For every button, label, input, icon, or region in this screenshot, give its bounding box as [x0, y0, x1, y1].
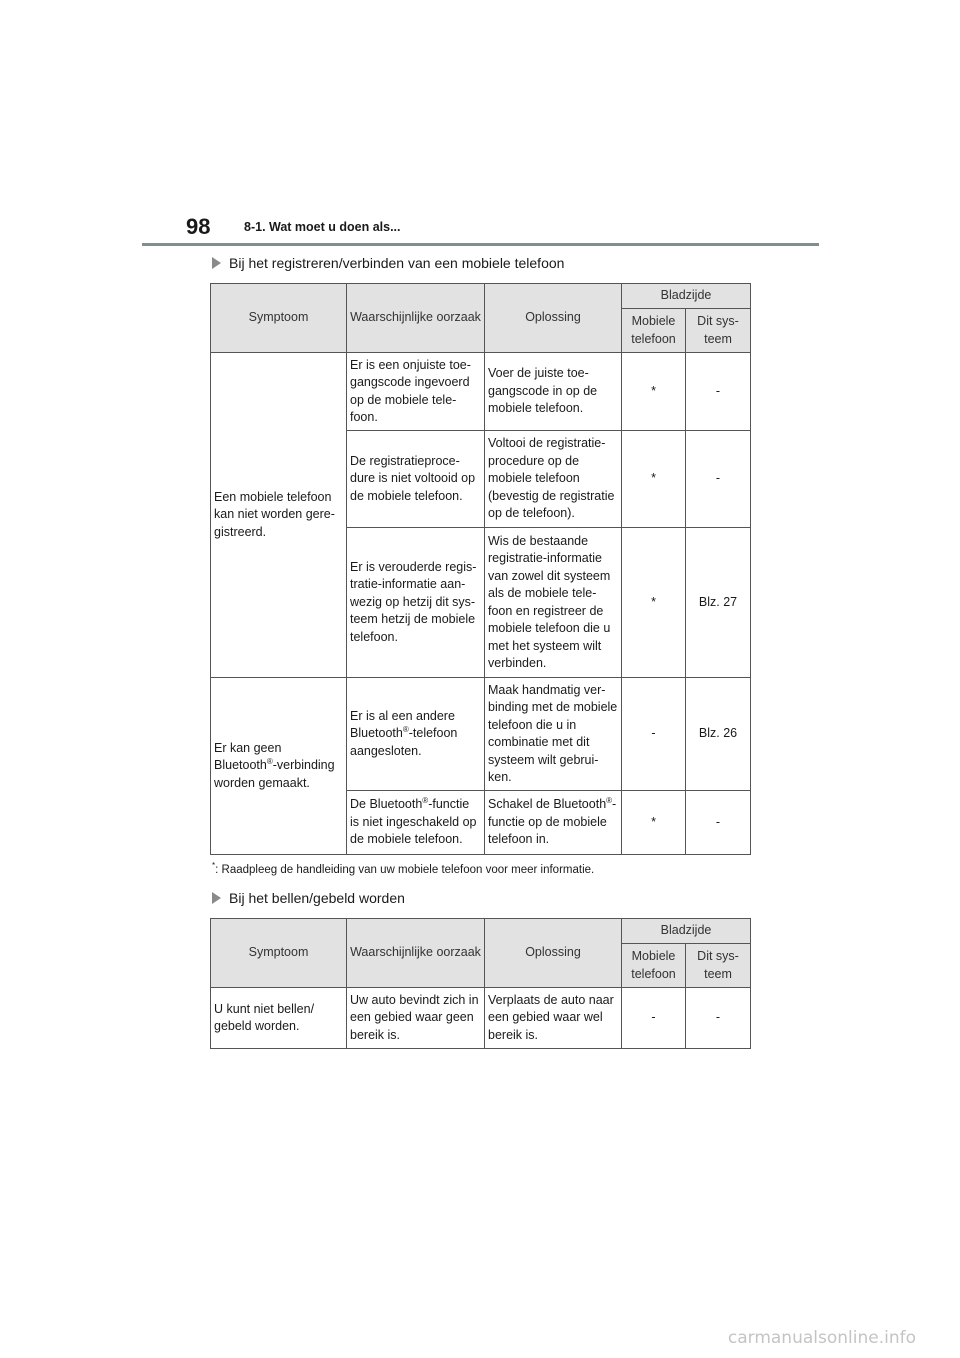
solution-cell: Verplaats de auto naar een gebied waar wel bereik is. — [485, 988, 622, 1049]
mobile-page-cell: * — [622, 353, 686, 431]
header-page: Bladzijde — [622, 284, 751, 309]
triangle-bullet-icon — [212, 892, 221, 904]
solution-cell: Schakel de Bluetooth®-functie op de mobiele telefoon in. — [485, 791, 622, 855]
header-solution: Oplossing — [485, 284, 622, 353]
header-mobile: Mobiele telefoon — [622, 309, 686, 353]
footnote — [212, 861, 595, 876]
system-page-cell: Blz. 26 — [686, 678, 751, 791]
section-title-registration — [212, 255, 564, 271]
mobile-page-cell: * — [622, 791, 686, 855]
header-symptom: Symptoom — [211, 284, 347, 353]
solution-cell: Voltooi de registratie-procedure op de mobiele telefoon (bevestig de registratie op de telefoon). — [485, 431, 622, 528]
chapter-title: 8-1. Wat moet u doen als... — [244, 220, 401, 234]
system-page-cell: - — [686, 988, 751, 1049]
header-system: Dit sys-teem — [686, 944, 751, 988]
cause-cell: Er is al een andere Bluetooth®-telefoon aangesloten. — [347, 678, 485, 791]
watermark: carmanualsonline.info — [727, 1328, 916, 1348]
section-title-text: Bij het bellen/gebeld worden — [229, 890, 405, 906]
header-cause: Waarschijnlijke oorzaak — [347, 284, 485, 353]
solution-cell: Maak handmatig ver-binding met de mobiele telefoon die u in combinatie met dit systeem wilt gebrui-ken. — [485, 678, 622, 791]
system-page-cell: Blz. 27 — [686, 528, 751, 678]
symptom-cell: Een mobiele telefoon kan niet worden gere-gistreerd. — [211, 353, 347, 678]
footnote-text: : Raadpleeg de handleiding van uw mobiele telefoon voor meer informatie. — [215, 864, 595, 876]
section-title-calling — [212, 890, 405, 906]
header-system: Dit sys-teem — [686, 309, 751, 353]
cause-cell: Uw auto bevindt zich in een gebied waar geen bereik is. — [347, 988, 485, 1049]
mobile-page-cell: * — [622, 431, 686, 528]
section-title-text: Bij het registreren/verbinden van een mobiele telefoon — [229, 255, 565, 271]
header-mobile: Mobiele telefoon — [622, 944, 686, 988]
header-symptom: Symptoom — [211, 919, 347, 988]
header-solution: Oplossing — [485, 919, 622, 988]
symptom-cell: Er kan geen Bluetooth®-verbinding worden gemaakt. — [211, 678, 347, 855]
system-page-cell: - — [686, 791, 751, 855]
table-row — [211, 678, 751, 791]
cause-cell: Er is een onjuiste toe-gangscode ingevoerd op de mobiele tele-foon. — [347, 353, 485, 431]
solution-cell: Wis de bestaande registratie-informatie van zowel dit systeem als de mobiele tele-foon en registreer de mobiele telefoon die u met het systeem wilt verbinden. — [485, 528, 622, 678]
triangle-bullet-icon — [212, 257, 221, 269]
cause-cell: Er is verouderde regis-tratie-informatie aan-wezig op hetzij dit sys-teem hetzij de mobiele telefoon. — [347, 528, 485, 678]
calling-table — [210, 918, 751, 1049]
header-cause: Waarschijnlijke oorzaak — [347, 919, 485, 988]
table-row — [211, 988, 751, 1049]
system-page-cell: - — [686, 353, 751, 431]
registration-table — [210, 283, 751, 855]
mobile-page-cell: - — [622, 678, 686, 791]
table-row — [211, 353, 751, 431]
mobile-page-cell: * — [622, 528, 686, 678]
footnote-marker: * — [212, 861, 216, 871]
cause-cell: De Bluetooth®-functie is niet ingeschakeld op de mobiele telefoon. — [347, 791, 485, 855]
system-page-cell: - — [686, 431, 751, 528]
page-number: 98 — [186, 214, 211, 239]
cause-cell: De registratieproce-dure is niet voltooid op de mobiele telefoon. — [347, 431, 485, 528]
symptom-cell: U kunt niet bellen/ gebeld worden. — [211, 988, 347, 1049]
header-page: Bladzijde — [622, 919, 751, 944]
solution-cell: Voer de juiste toe-gangscode in op de mobiele telefoon. — [485, 353, 622, 431]
header-rule — [142, 243, 819, 246]
mobile-page-cell: - — [622, 988, 686, 1049]
